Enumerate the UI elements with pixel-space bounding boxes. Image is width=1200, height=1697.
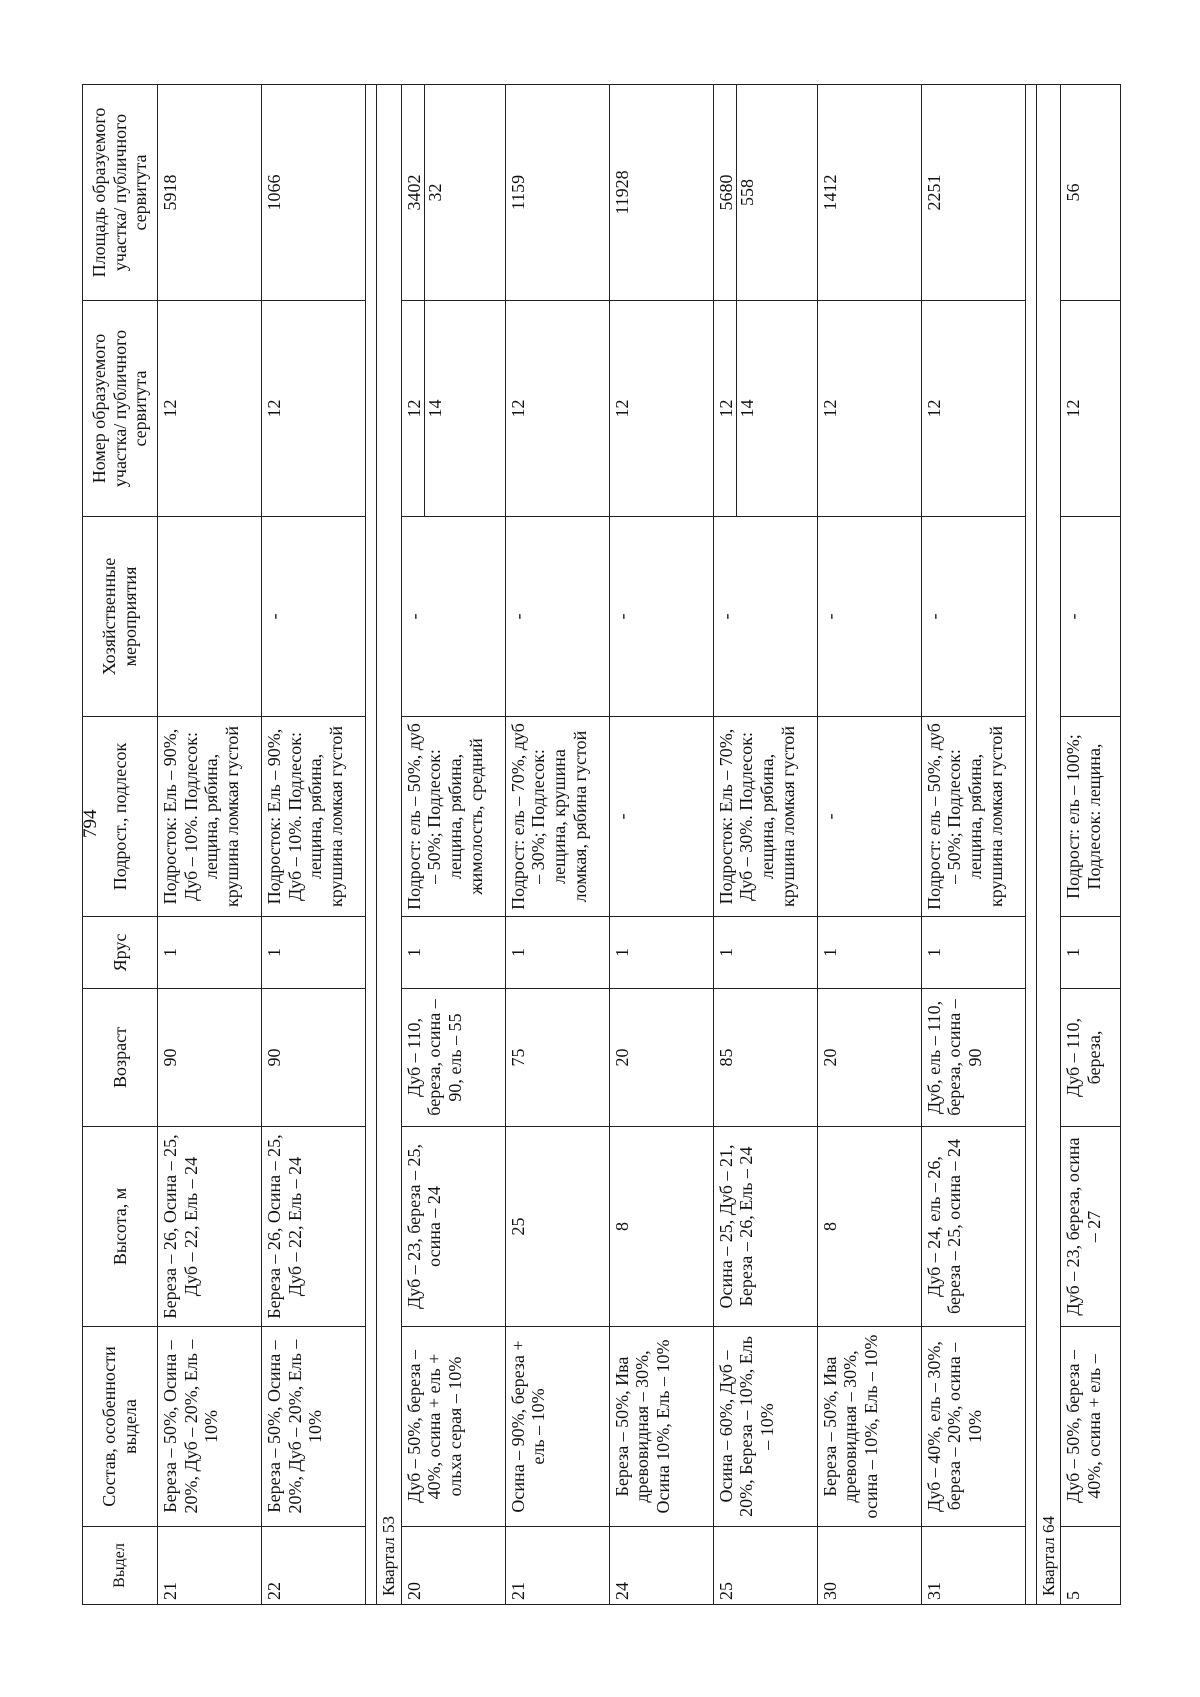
cell-vydel: 20	[401, 1527, 505, 1605]
cell-sostav: Дуб – 50%, береза – 40%, осина + ель –	[1061, 1327, 1121, 1527]
cell-yarus: 1	[921, 917, 1025, 989]
cell-value: 12	[507, 399, 528, 418]
cell-sostav: Береза – 50%, Осина – 20%, Дуб – 20%, Ель – 10%	[158, 1327, 262, 1527]
cell-vydel: 24	[609, 1527, 713, 1605]
cell-yarus: 1	[609, 917, 713, 989]
table-row	[817, 85, 921, 1605]
kvartal-row	[1036, 85, 1061, 1605]
cell-yarus: 1	[505, 917, 609, 989]
cell-podrost: Подрост: ель – 50%, дуб – 50%; Подлесок: лещина, рябина, крушина ломкая густой	[921, 717, 1025, 917]
cell-vozrast: 85	[713, 989, 817, 1127]
kvartal-label: Квартал 64	[1036, 85, 1061, 1605]
cell-meropr	[158, 517, 262, 717]
cell-podrost: Подросток: Ель – 90%, Дуб – 10%. Подлесок: лещина, рябина, крушина ломкая густой	[262, 717, 366, 917]
spacer-cell	[366, 85, 377, 1605]
cell-ploshad	[713, 85, 817, 301]
cell-value: 1066	[264, 174, 285, 211]
cell-vysota: 25	[505, 1127, 609, 1327]
cell-vozrast: 75	[505, 989, 609, 1127]
cell-sostav: Береза – 50%, Ива древовидная – 30%, осина – 10%, Ель – 10%	[817, 1327, 921, 1527]
cell-value: 558	[737, 179, 758, 206]
header-vysota: Высота, м	[83, 1127, 158, 1327]
cell-value: 12	[404, 301, 426, 516]
cell-ploshad	[401, 85, 505, 301]
cell-nomer	[817, 301, 921, 517]
cell-yarus: 1	[817, 917, 921, 989]
cell-vydel: 21	[158, 1527, 262, 1605]
cell-value: 12	[1063, 399, 1084, 418]
cell-meropr: -	[921, 517, 1025, 717]
table-row	[262, 85, 366, 1605]
cell-value: 5680	[716, 85, 738, 300]
cell-sostav: Береза – 50%, Ива древовидная – 30%, Осина 10%, Ель – 10%	[609, 1327, 713, 1527]
cell-ploshad	[921, 85, 1025, 301]
cell-meropr: -	[817, 517, 921, 717]
cell-sostav: Береза – 50%, Осина – 20%, Дуб – 20%, Ель – 10%	[262, 1327, 366, 1527]
cell-vydel: 22	[262, 1527, 366, 1605]
table-row	[158, 85, 262, 1605]
header-row	[83, 85, 158, 1605]
cell-value: 14	[737, 399, 758, 418]
cell-value: 14	[425, 399, 446, 418]
header-vozrast: Возраст	[83, 989, 158, 1127]
cell-yarus: 1	[262, 917, 366, 989]
header-vydel: Выдел	[83, 1527, 158, 1605]
cell-nomer	[713, 301, 817, 517]
cell-sostav: Дуб – 40%, ель – 30%, береза – 20%, осина – 10%	[921, 1327, 1025, 1527]
cell-sostav: Дуб – 50%, береза – 40%, осина + ель + ольха серая – 10%	[401, 1327, 505, 1527]
cell-vysota: 8	[817, 1127, 921, 1327]
header-yarus: Ярус	[83, 917, 158, 989]
cell-vysota: Дуб – 23, береза – 25, осина – 24	[401, 1127, 505, 1327]
cell-vozrast: 90	[262, 989, 366, 1127]
cell-vozrast: 90	[158, 989, 262, 1127]
cell-value: 1159	[507, 174, 528, 211]
cell-vysota: Дуб – 24, ель – 26, береза – 25, осина – 24	[921, 1127, 1025, 1327]
table-row	[713, 85, 817, 1605]
cell-value: 12	[160, 399, 181, 418]
table-row	[505, 85, 609, 1605]
cell-meropr: -	[713, 517, 817, 717]
cell-nomer	[505, 301, 609, 517]
cell-meropr: -	[262, 517, 366, 717]
cell-vozrast: 20	[609, 989, 713, 1127]
cell-meropr: -	[505, 517, 609, 717]
cell-podrost: Подросток: Ель – 90%, Дуб – 10%. Подлесок: лещина, рябина, крушина ломкая густой	[158, 717, 262, 917]
header-sostav: Состав, особенности выдела	[83, 1327, 158, 1527]
table-row	[609, 85, 713, 1605]
cell-yarus: 1	[158, 917, 262, 989]
cell-value: 3402	[404, 85, 426, 300]
cell-sostav: Осина – 90%, береза + ель – 10%	[505, 1327, 609, 1527]
cell-podrost: Подрост: ель – 50%, дуб – 50%; Подлесок: лещина, рябина, жимолость, средний	[401, 717, 505, 917]
cell-podrost: -	[609, 717, 713, 917]
cell-podrost: Подросток: Ель – 70%, Дуб – 30%. Подлесок: лещина, рябина, крушина ломкая густой	[713, 717, 817, 917]
cell-vysota: Осина – 25, Дуб – 21, Береза – 26, Ель – 24	[713, 1127, 817, 1327]
cell-ploshad	[505, 85, 609, 301]
cell-value: 12	[264, 399, 285, 418]
cell-vozrast: Дуб – 110, береза, осина – 90, ель – 55	[401, 989, 505, 1127]
cell-vydel: 31	[921, 1527, 1025, 1605]
table-body	[158, 85, 1121, 1605]
cell-value: 12	[716, 301, 738, 516]
cell-value: 1412	[819, 174, 840, 211]
cell-vydel: 25	[713, 1527, 817, 1605]
cell-ploshad	[158, 85, 262, 301]
cell-value: 56	[1063, 183, 1084, 202]
header-podrost: Подрост., подлесок	[83, 717, 158, 917]
cell-ploshad	[262, 85, 366, 301]
cell-meropr: -	[609, 517, 713, 717]
spacer-row	[366, 85, 377, 1605]
spacer-cell	[1025, 85, 1036, 1605]
cell-meropr: -	[401, 517, 505, 717]
cell-value: 5918	[160, 174, 181, 211]
table-row	[921, 85, 1025, 1605]
cell-value: 12	[923, 399, 944, 418]
cell-meropr: -	[1061, 517, 1121, 717]
cell-podrost: Подрост: ель – 100%; Подлесок: лещина,	[1061, 717, 1121, 917]
cell-vydel: 5	[1061, 1527, 1121, 1605]
header-nomer: Номер образуемого участка/ публичного сервитута	[83, 301, 158, 517]
cell-vydel: 21	[505, 1527, 609, 1605]
cell-vozrast: Дуб, ель – 110, береза, осина – 90	[921, 989, 1025, 1127]
cell-yarus: 1	[713, 917, 817, 989]
kvartal-label: Квартал 53	[377, 85, 402, 1605]
cell-nomer	[401, 301, 505, 517]
cell-nomer	[262, 301, 366, 517]
cell-value: 11928	[611, 170, 632, 215]
cell-yarus: 1	[401, 917, 505, 989]
cell-value: 32	[425, 183, 446, 202]
cell-vozrast: Дуб – 110, береза,	[1061, 989, 1121, 1127]
rotated-page-content	[82, 85, 1104, 1605]
cell-nomer	[158, 301, 262, 517]
table-row	[401, 85, 505, 1605]
cell-vysota: Береза – 26, Осина – 25, Дуб – 22, Ель – 24	[262, 1127, 366, 1327]
cell-ploshad	[609, 85, 713, 301]
cell-sostav: Осина – 60%, Дуб – 20%, Береза – 10%, Ель – 10%	[713, 1327, 817, 1527]
cell-vysota: 8	[609, 1127, 713, 1327]
cell-ploshad	[1061, 85, 1121, 301]
cell-vysota: Дуб – 23, береза, осина – 27	[1061, 1127, 1121, 1327]
cell-value: 12	[611, 399, 632, 418]
cell-value: 12	[819, 399, 840, 418]
cell-vysota: Береза – 26, Осина – 25, Дуб – 22, Ель – 24	[158, 1127, 262, 1327]
header-meropriyatiya: Хозяйственные мероприятия	[83, 517, 158, 717]
spacer-row	[1025, 85, 1036, 1605]
table-row	[1061, 85, 1121, 1605]
cell-nomer	[1061, 301, 1121, 517]
cell-vydel: 30	[817, 1527, 921, 1605]
forest-inventory-table	[82, 84, 1121, 1605]
page-number: 794	[80, 809, 101, 838]
cell-nomer	[609, 301, 713, 517]
header-ploshad: Площадь образуемого участка/ публичного сервитута	[83, 85, 158, 301]
cell-vozrast: 20	[817, 989, 921, 1127]
cell-podrost: -	[817, 717, 921, 917]
cell-yarus: 1	[1061, 917, 1121, 989]
kvartal-row	[377, 85, 402, 1605]
cell-nomer	[921, 301, 1025, 517]
cell-podrost: Подрост: ель – 70%, дуб – 30%; Подлесок: лещина, крушина ломкая, рябина густой	[505, 717, 609, 917]
cell-ploshad	[817, 85, 921, 301]
cell-value: 2251	[923, 174, 944, 211]
